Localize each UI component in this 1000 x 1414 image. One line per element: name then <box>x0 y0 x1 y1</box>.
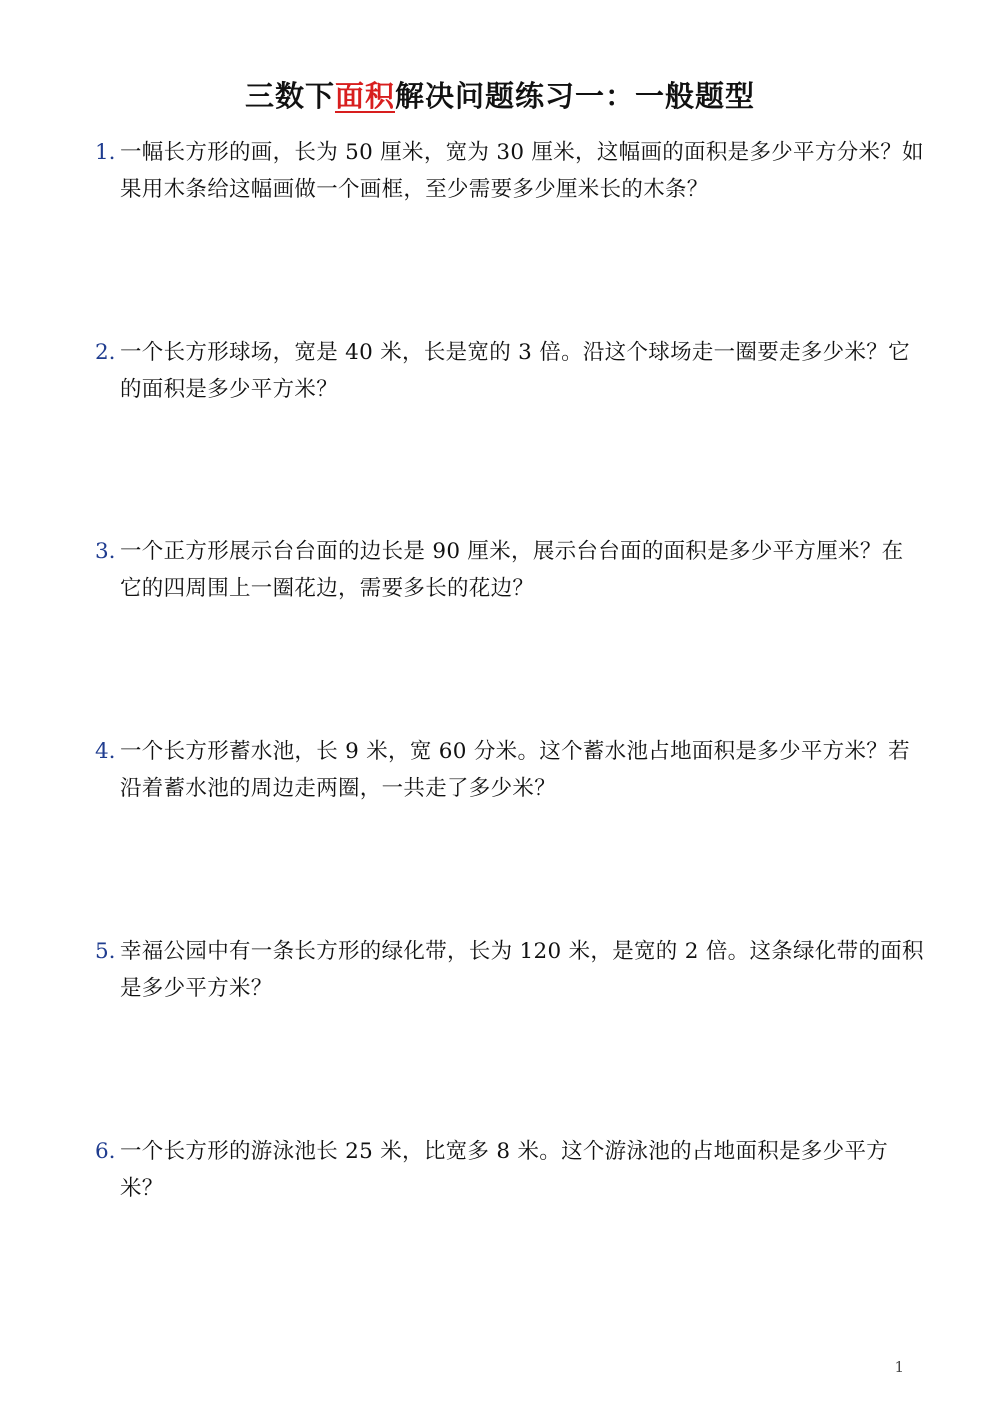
question-4 <box>95 733 925 807</box>
question-text: 一个长方形的游泳池长 25 米，比宽多 8 米。这个游泳池的占地面积是多少平方米？ <box>120 1139 889 1201</box>
title-prefix: 三数下 <box>244 79 335 113</box>
question-6 <box>95 1133 925 1207</box>
question-text: 一幅长方形的画，长为 50 厘米，宽为 30 厘米，这幅画的面积是多少平方分米？如果用木条给这幅画做一个画框，至少需要多少厘米长的木条？ <box>120 140 924 202</box>
title-suffix: 解决问题练习一：一般题型 <box>395 79 756 113</box>
question-1 <box>95 134 925 208</box>
question-text: 一个长方形球场，宽是 40 米，长是宽的 3 倍。沿这个球场走一圈要走多少米？它的面积是多少平方米？ <box>120 340 910 402</box>
question-number: 1. <box>95 140 116 165</box>
page-number: 1 <box>894 1358 904 1376</box>
question-number: 6. <box>95 1139 116 1164</box>
question-text: 幸福公园中有一条长方形的绿化带，长为 120 米，是宽的 2 倍。这条绿化带的面积是多少平方米？ <box>120 939 924 1001</box>
question-text: 一个长方形蓄水池，长 9 米，宽 60 分米。这个蓄水池占地面积是多少平方米？若沿着蓄水池的周边走两圈，一共走了多少米？ <box>120 739 910 801</box>
question-number: 3. <box>95 539 116 564</box>
question-text: 一个正方形展示台台面的边长是 90 厘米，展示台台面的面积是多少平方厘米？在它的四周围上一圈花边，需要多长的花边？ <box>120 539 904 601</box>
question-number: 4. <box>95 739 116 764</box>
question-2 <box>95 334 925 408</box>
question-5 <box>95 933 925 1007</box>
question-3 <box>95 533 925 607</box>
title-highlight: 面积 <box>334 79 395 113</box>
question-number: 2. <box>95 340 116 365</box>
question-number: 5. <box>95 939 116 964</box>
page-title <box>0 76 1000 116</box>
